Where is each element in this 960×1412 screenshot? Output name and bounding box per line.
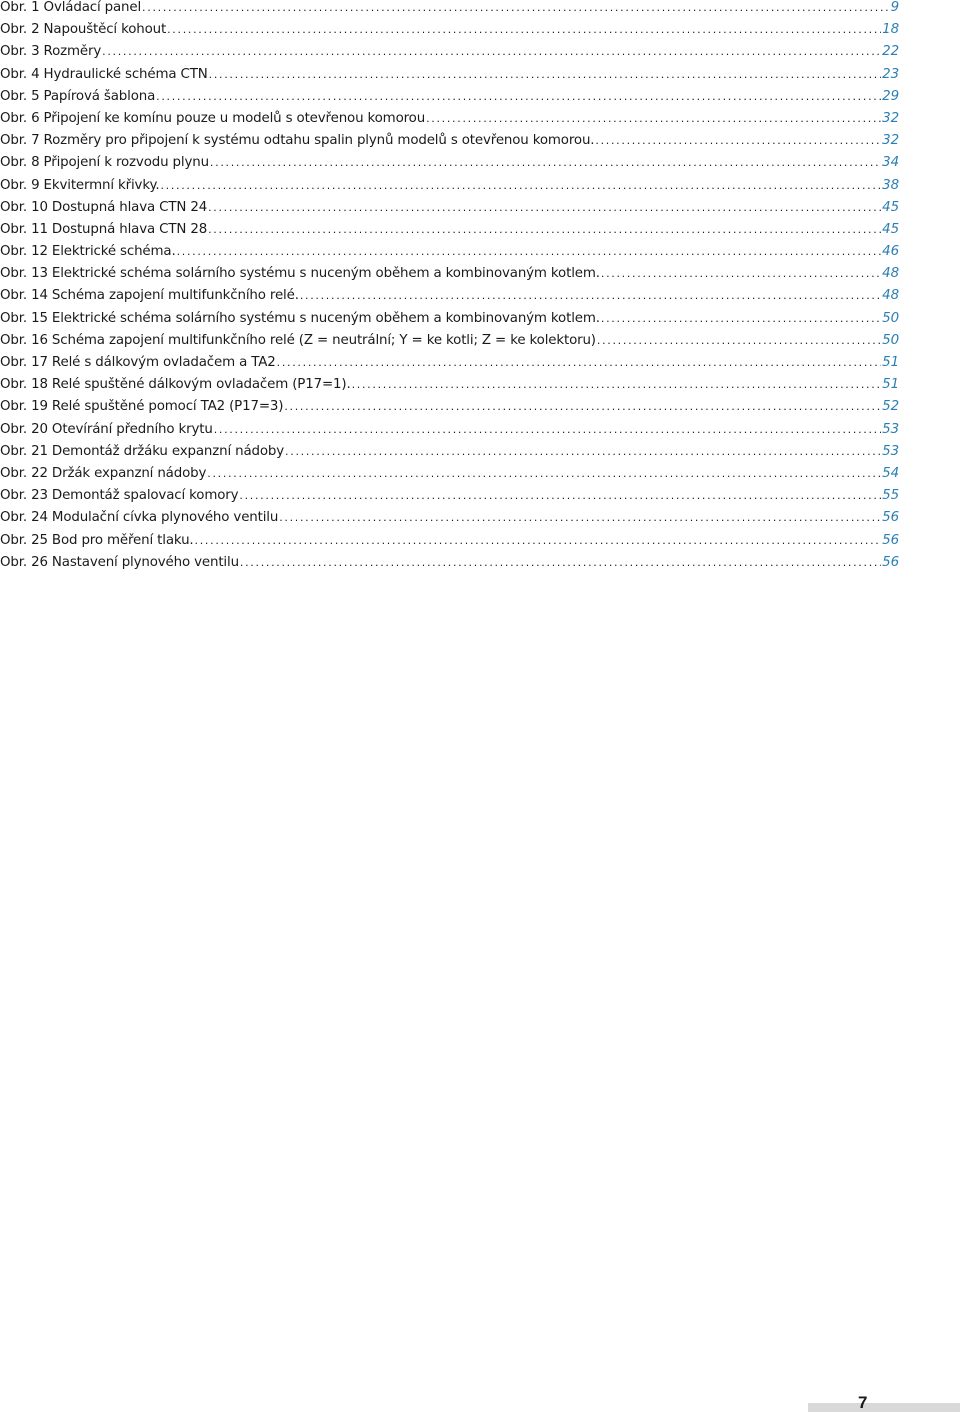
toc-entry-page[interactable]: 53 — [882, 443, 899, 459]
toc-entry-page[interactable]: 48 — [882, 266, 899, 282]
toc-entry-label: Obr. 7 Rozměry pro připojení k systému odtahu spalin plynů modelů s otevřenou komorou. — [0, 133, 595, 149]
dot-leader — [208, 200, 881, 216]
toc-entry-page[interactable]: 51 — [882, 377, 899, 393]
toc-entry-label: Obr. 4 Hydraulické schéma CTN — [0, 66, 208, 82]
toc-entry[interactable] — [0, 510, 899, 532]
toc-entry[interactable] — [0, 555, 899, 577]
dot-leader — [601, 266, 881, 282]
toc-entry[interactable] — [0, 67, 899, 89]
toc-entry[interactable] — [0, 466, 899, 488]
dot-leader — [177, 244, 882, 260]
toc-entry[interactable] — [0, 288, 899, 310]
toc-entry-page[interactable]: 56 — [882, 532, 899, 548]
toc-entry[interactable] — [0, 222, 899, 244]
toc-entry[interactable] — [0, 200, 899, 222]
toc-entry-label: Obr. 2 Napouštěcí kohout — [0, 22, 167, 38]
toc-entry[interactable] — [0, 0, 899, 22]
toc-entry-page[interactable]: 50 — [882, 310, 899, 326]
toc-entry-page[interactable]: 9 — [890, 0, 899, 15]
toc-entry-page[interactable]: 38 — [882, 177, 899, 193]
toc-entry-page[interactable]: 55 — [882, 488, 899, 504]
toc-entry[interactable] — [0, 244, 899, 266]
toc-entry[interactable] — [0, 355, 899, 377]
toc-entry-label: Obr. 15 Elektrické schéma solárního systému s nuceným oběhem a kombinovaným kotlem. — [0, 310, 600, 326]
toc-entry-label: Obr. 8 Připojení k rozvodu plynu — [0, 155, 209, 171]
dot-leader — [210, 155, 881, 171]
dot-leader — [160, 178, 881, 194]
toc-entry[interactable] — [0, 333, 899, 355]
toc-entry-label: Obr. 18 Relé spuštěné dálkovým ovladačem (P17=1). — [0, 377, 351, 393]
toc-entry-label: Obr. 1 Ovládací panel — [0, 0, 142, 15]
dot-leader — [426, 111, 881, 127]
toc-entry-page[interactable]: 51 — [882, 355, 899, 370]
toc-entry[interactable] — [0, 44, 899, 66]
toc-entry-page[interactable]: 56 — [882, 554, 899, 570]
toc-entry-page[interactable]: 34 — [882, 155, 899, 171]
dot-leader — [239, 488, 881, 504]
toc-entry[interactable] — [0, 89, 899, 111]
toc-entry[interactable] — [0, 422, 899, 444]
toc-entry-page[interactable]: 46 — [882, 244, 899, 260]
figure-list — [0, 0, 899, 577]
toc-entry[interactable] — [0, 133, 899, 155]
toc-entry-page[interactable]: 45 — [882, 199, 899, 215]
toc-entry[interactable] — [0, 488, 899, 510]
dot-leader — [279, 510, 881, 526]
dot-leader — [597, 333, 881, 349]
toc-entry[interactable] — [0, 444, 899, 466]
toc-entry-page[interactable]: 54 — [882, 465, 899, 481]
toc-entry[interactable] — [0, 155, 899, 177]
toc-entry-label: Obr. 20 Otevírání předního krytu — [0, 421, 213, 437]
toc-entry[interactable] — [0, 22, 899, 44]
toc-entry-label: Obr. 26 Nastavení plynového ventilu — [0, 554, 239, 570]
toc-entry-page[interactable]: 29 — [882, 88, 899, 104]
toc-entry-label: Obr. 9 Ekvitermní křivky. — [0, 177, 160, 193]
toc-entry-label: Obr. 16 Schéma zapojení multifunkčního relé (Z = neutrální; Y = ke kotli; Z = ke kolektoru) — [0, 332, 596, 348]
toc-entry-label: Obr. 25 Bod pro měření tlaku. — [0, 532, 194, 548]
toc-entry-label: Obr. 5 Papírová šablona — [0, 88, 156, 104]
toc-entry-label: Obr. 10 Dostupná hlava CTN 24 — [0, 199, 208, 215]
toc-entry[interactable] — [0, 399, 899, 421]
toc-entry-page[interactable]: 48 — [882, 288, 899, 304]
toc-entry-label: Obr. 3 Rozměry — [0, 44, 102, 60]
toc-entry-page[interactable]: 22 — [882, 44, 899, 60]
dot-leader — [240, 555, 881, 571]
dot-leader — [284, 399, 881, 415]
dot-leader — [208, 222, 881, 238]
dot-leader — [352, 377, 882, 393]
dot-leader — [277, 355, 882, 371]
toc-entry-page[interactable]: 32 — [882, 110, 899, 126]
dot-leader — [195, 533, 882, 549]
toc-entry-label: Obr. 23 Demontáž spalovací komory — [0, 488, 239, 504]
toc-entry-label: Obr. 22 Držák expanzní nádoby — [0, 465, 207, 481]
toc-entry[interactable] — [0, 178, 899, 200]
toc-entry[interactable] — [0, 111, 899, 133]
toc-entry[interactable] — [0, 311, 899, 333]
toc-entry[interactable] — [0, 377, 899, 399]
dot-leader — [207, 466, 881, 482]
dot-leader — [214, 422, 881, 438]
toc-entry-label: Obr. 17 Relé s dálkovým ovladačem a TA2 — [0, 355, 276, 370]
footer-bar — [808, 1403, 960, 1412]
dot-leader — [209, 67, 882, 83]
toc-entry-label: Obr. 14 Schéma zapojení multifunkčního relé. — [0, 288, 299, 304]
toc-entry-label: Obr. 12 Elektrické schéma. — [0, 244, 176, 260]
dot-leader — [156, 89, 881, 105]
toc-entry[interactable] — [0, 266, 899, 288]
dot-leader — [300, 288, 881, 304]
dot-leader — [102, 44, 881, 60]
toc-entry-label: Obr. 13 Elektrické schéma solárního systému s nuceným oběhem a kombinovaným kotlem. — [0, 266, 600, 282]
toc-entry-page[interactable]: 56 — [882, 510, 899, 526]
dot-leader — [142, 0, 890, 16]
toc-entry-page[interactable]: 18 — [882, 22, 899, 38]
toc-entry-label: Obr. 24 Modulační cívka plynového ventilu — [0, 510, 279, 526]
toc-entry-page[interactable]: 45 — [882, 221, 899, 237]
toc-entry-page[interactable]: 52 — [882, 399, 899, 415]
toc-entry-page[interactable]: 32 — [882, 133, 899, 149]
toc-entry-label: Obr. 11 Dostupná hlava CTN 28 — [0, 221, 208, 237]
dot-leader — [285, 444, 881, 460]
toc-entry-page[interactable]: 23 — [882, 66, 899, 82]
toc-entry-label: Obr. 21 Demontáž držáku expanzní nádoby — [0, 443, 285, 459]
toc-entry-label: Obr. 19 Relé spuštěné pomocí TA2 (P17=3) — [0, 399, 284, 415]
toc-entry-label: Obr. 6 Připojení ke komínu pouze u modelů s otevřenou komorou — [0, 110, 426, 126]
toc-entry-page[interactable]: 50 — [882, 332, 899, 348]
dot-leader — [167, 22, 881, 38]
page-number: 7 — [858, 1393, 868, 1412]
toc-entry-page[interactable]: 53 — [882, 421, 899, 437]
toc-entry[interactable] — [0, 533, 899, 555]
dot-leader — [601, 311, 881, 327]
dot-leader — [595, 133, 881, 149]
